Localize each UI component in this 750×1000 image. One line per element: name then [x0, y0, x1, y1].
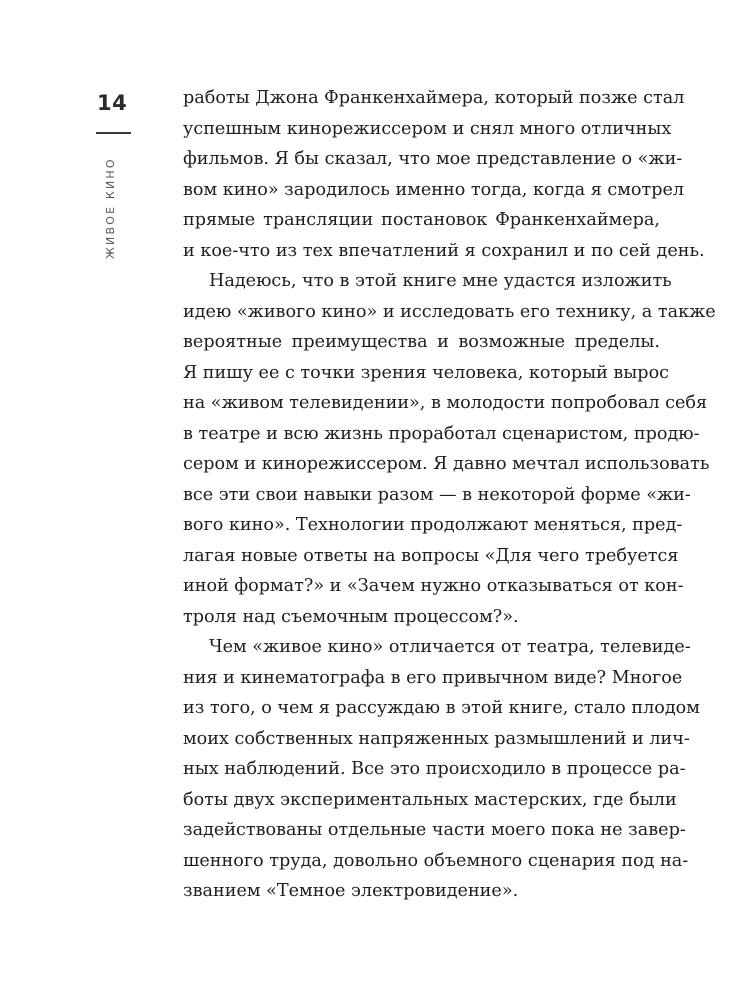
text-line: задействованы отдельные части моего пока не завер- [183, 820, 686, 840]
text-line: Надеюсь, что в этой книге мне удастся изложить [209, 271, 672, 291]
text-line: на «живом телевидении», в молодости попробовал себя [183, 393, 708, 413]
text-line: шенного труда, довольно объемного сценария под на- [183, 850, 689, 871]
text-line: вероятные преимущества и возможные пределы. [183, 332, 660, 352]
paragraph [183, 266, 716, 632]
text-line: Я пишу ее с точки зрения человека, который вырос [183, 362, 670, 383]
text-line: троля над съемочным процессом?». [183, 606, 519, 627]
page-number-rule [96, 132, 131, 134]
text-line: Чем «живое кино» отличается от театра, телевиде- [209, 637, 691, 657]
text-line: иной формат?» и «Зачем нужно отказываться от кон- [183, 576, 684, 596]
text-line: боты двух экспериментальных мастерских, где были [183, 789, 677, 810]
body-text [183, 83, 716, 907]
paragraph [183, 83, 705, 266]
text-line: лагая новые ответы на вопросы «Для чего требуется [183, 545, 679, 566]
page-number: 14 [97, 91, 128, 115]
text-line: в театре и всю жизнь проработал сценаристом, продю- [183, 423, 700, 444]
text-line: вом кино» зародилось именно тогда, когда я смотрел [183, 179, 685, 200]
text-line: идею «живого кино» и исследовать его технику, а также [183, 301, 716, 322]
text-line: из того, о чем я рассуждаю в этой книге, стало плодом [183, 698, 700, 718]
text-line: ния и кинематографа в его привычном виде? Многое [183, 667, 683, 688]
running-head-text: ЖИВОЕ КИНО [104, 157, 117, 259]
text-line: фильмов. Я бы сказал, что мое представление о «жи- [183, 149, 683, 169]
text-line: вого кино». Технологии продолжают меняться, пред- [183, 515, 683, 535]
text-line: званием «Темное электровидение». [183, 881, 519, 901]
text-line: и кое-что из тех впечатлений я сохранил и по сей день. [183, 240, 705, 261]
text-line: сером и кинорежиссером. Я давно мечтал использовать [183, 454, 710, 474]
text-line: работы Джона Франкенхаймера, который позже стал [183, 88, 685, 108]
paragraph [183, 632, 700, 907]
text-line: прямые трансляции постановок Франкенхаймера, [183, 210, 660, 230]
text-line: успешным кинорежиссером и снял много отличных [183, 118, 672, 139]
text-line: моих собственных напряженных размышлений и лич- [183, 728, 690, 749]
text-line: ных наблюдений. Все это происходило в процессе ра- [183, 759, 686, 779]
text-line: все эти свои навыки разом — в некоторой форме «жи- [183, 484, 691, 505]
